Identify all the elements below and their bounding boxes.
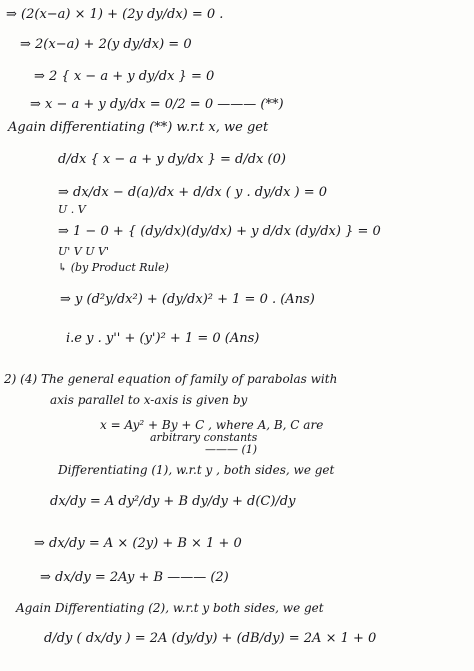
step-line-16: x = Ay² + By + C , where A, B, C are	[100, 418, 324, 432]
step-line-15: axis parallel to x-axis is given by	[50, 393, 248, 407]
step-line-19: Differentiating (1), w.r.t y , both sides, we get	[58, 463, 335, 477]
step-line-11: ↳ (by Product Rule)	[58, 261, 169, 274]
step-line-8: U . V	[58, 203, 86, 216]
step-line-20: dx/dy = A dy²/dy + B dy/dy + d(C)/dy	[50, 494, 296, 509]
step-line-14: 2) (4) The general equation of family of parabolas with	[4, 372, 338, 386]
step-line-4: ⇒ x − a + y dy/dx = 0/2 = 0 ——— (**)	[30, 97, 284, 112]
step-line-1: ⇒ (2(x−a) × 1) + (2y dy/dx) = 0 .	[6, 7, 224, 22]
step-line-3: ⇒ 2 { x − a + y dy/dx } = 0	[34, 69, 215, 84]
step-line-21: ⇒ dx/dy = A × (2y) + B × 1 + 0	[34, 536, 242, 551]
step-line-2: ⇒ 2(x−a) + 2(y dy/dx) = 0	[20, 37, 192, 52]
step-line-5: Again differentiating (**) w.r.t x, we get	[8, 120, 269, 135]
step-line-22: ⇒ dx/dy = 2Ay + B ——— (2)	[40, 570, 229, 585]
step-line-18: ——— (1)	[205, 443, 258, 456]
step-line-23: Again Differentiating (2), w.r.t y both sides, we get	[16, 601, 324, 615]
step-line-6: d/dx { x − a + y dy/dx } = d/dx (0)	[58, 152, 286, 167]
step-line-24: d/dy ( dx/dy ) = 2A (dy/dy) + (dB/dy) = 2A × 1 + 0	[44, 631, 377, 646]
step-line-9: ⇒ 1 − 0 + { (dy/dx)(dy/dx) + y d/dx (dy/dx) } = 0	[58, 224, 381, 239]
step-line-7: ⇒ dx/dx − d(a)/dx + d/dx ( y . dy/dx ) = 0	[58, 185, 328, 200]
step-line-17: arbitrary constants	[150, 431, 258, 444]
step-line-12: ⇒ y (d²y/dx²) + (dy/dx)² + 1 = 0 . (Ans)	[60, 292, 315, 307]
step-line-10: U' V U V'	[58, 245, 109, 258]
step-line-13: i.e y . y'' + (y')² + 1 = 0 (Ans)	[66, 331, 260, 346]
